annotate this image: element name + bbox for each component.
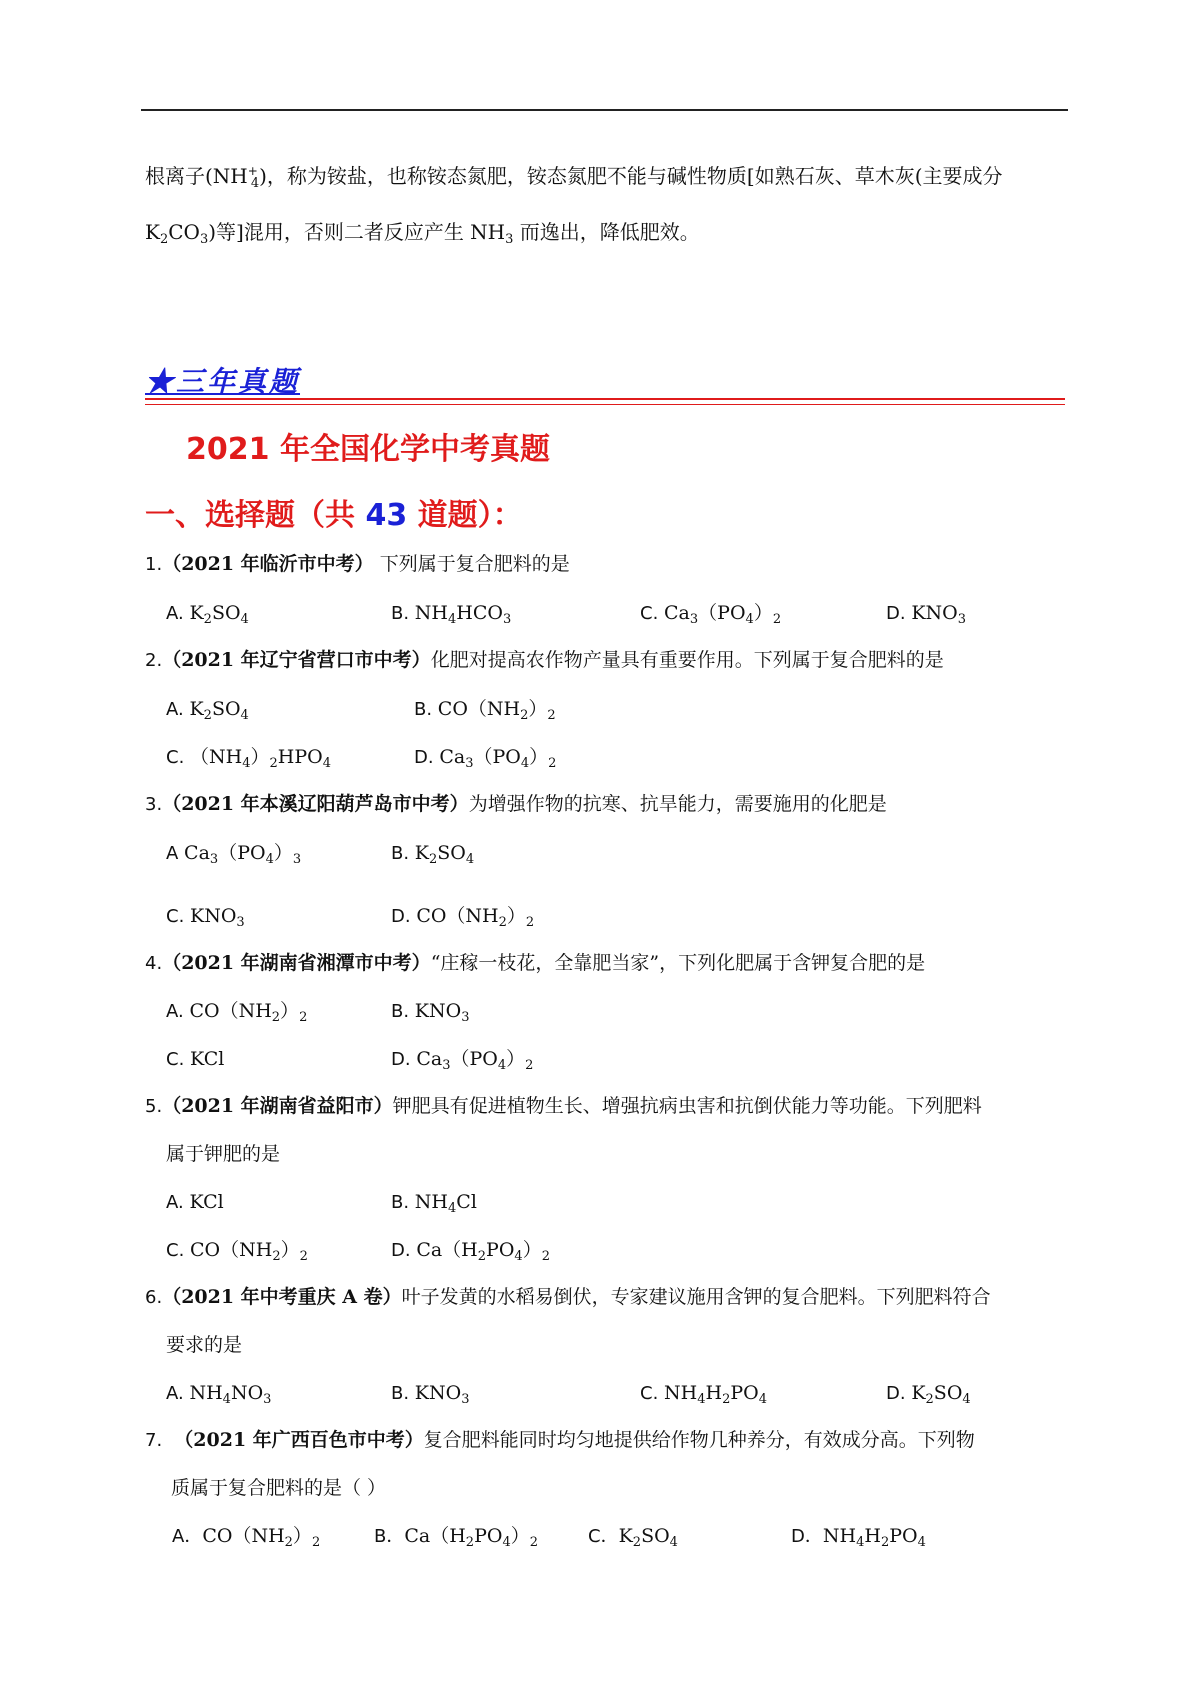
option-2a[interactable]: A. $K_2SO_4$ <box>166 698 249 723</box>
question-count: 43 <box>365 498 408 533</box>
question-6: 6.（2021 年中考重庆 A 卷）叶子发黄的水稻易倒伏，专家建议施用含钾的复合肥料。下列肥料符合 <box>145 1286 991 1308</box>
question-1: 1.（2021 年临沂市中考） 下列属于复合肥料的是 <box>145 553 570 575</box>
option-5a[interactable]: A. KCl <box>166 1191 224 1213</box>
option-4b[interactable]: B. $KNO_3$ <box>391 1000 470 1025</box>
question-6-cont: 要求的是 <box>166 1334 243 1356</box>
question-2: 2.（2021 年辽宁省营口市中考）化肥对提高农作物产量具有重要作用。下列属于复合肥料的是 <box>145 649 944 671</box>
question-5-cont: 属于钾肥的是 <box>166 1143 281 1165</box>
option-3d[interactable]: D. $CO(NH_2)_2$ <box>391 905 535 930</box>
option-5b[interactable]: B. $NH_4Cl$ <box>391 1191 477 1216</box>
intro-line-2: $K_2CO_3$)等]混用，否则二者反应产生 $NH_3$ 而逸出，降低肥效。 <box>145 220 700 247</box>
option-3c[interactable]: C. $KNO_3$ <box>166 905 245 930</box>
question-5: 5.（2021 年湖南省益阳市）钾肥具有促进植物生长、增强抗病虫害和抗倒伏能力等功能。下列肥料 <box>145 1095 982 1117</box>
option-3b[interactable]: B. $K_2SO_4$ <box>391 842 475 867</box>
option-7d[interactable]: D．$NH_4H_2PO_4$ <box>791 1525 926 1550</box>
option-6c[interactable]: C. $NH_4H_2PO_4$ <box>640 1382 768 1407</box>
option-2b[interactable]: B. $CO(NH_2)_2$ <box>414 698 556 723</box>
question-7-cont: 质属于复合肥料的是（ ） <box>171 1477 387 1499</box>
option-1c[interactable]: C. $Ca_3(PO_4)_2$ <box>640 602 782 627</box>
question-3: 3.（2021 年本溪辽阳葫芦岛市中考）为增强作物的抗寒、抗旱能力，需要施用的化肥是 <box>145 793 887 815</box>
option-2d[interactable]: D. $Ca_3(PO_4)_2$ <box>414 746 557 771</box>
question-7: 7. （2021 年广西百色市中考）复合肥料能同时均匀地提供给作物几种养分，有效成分高。下列物 <box>145 1429 975 1451</box>
option-4a[interactable]: A. $CO(NH_2)_2$ <box>166 1000 308 1025</box>
option-7c[interactable]: C．$K_2SO_4$ <box>588 1525 678 1550</box>
option-2c[interactable]: C. $(NH_4)_2HPO_4$ <box>166 746 332 771</box>
paper-title: 2021 年全国化学中考真题 <box>186 432 550 467</box>
option-5d[interactable]: D. $Ca(H_2PO_4)_2$ <box>391 1239 550 1264</box>
option-3a[interactable]: A $Ca_3(PO_4)_3$ <box>166 842 302 867</box>
option-6d[interactable]: D. $K_2SO_4$ <box>886 1382 971 1407</box>
option-6b[interactable]: B. $KNO_3$ <box>391 1382 470 1407</box>
section-heading: ★三年真题 <box>145 365 301 398</box>
option-1b[interactable]: B. $NH_4HCO_3$ <box>391 602 512 627</box>
part-heading: 一、选择题（共 43 道题）： <box>145 498 523 533</box>
header-rule <box>141 109 1068 111</box>
option-4d[interactable]: D. $Ca_3(PO_4)_2$ <box>391 1048 534 1073</box>
option-7a[interactable]: A．$CO(NH_2)_2$ <box>172 1525 321 1550</box>
option-1a[interactable]: A. $K_2SO_4$ <box>166 602 249 627</box>
section-rule <box>145 398 1065 400</box>
section-rule-thin <box>145 404 1065 405</box>
option-7b[interactable]: B．$Ca(H_2PO_4)_2$ <box>374 1525 539 1550</box>
option-4c[interactable]: C. KCl <box>166 1048 225 1070</box>
question-4: 4.（2021 年湖南省湘潭市中考）“庄稼一枝花，全靠肥当家”，下列化肥属于含钾复合肥的是 <box>145 952 926 974</box>
option-1d[interactable]: D. $KNO_3$ <box>886 602 966 627</box>
intro-line-1: 根离子$(NH^+_4)$，称为铵盐，也称铵态氮肥，铵态氮肥不能与碱性物质[如熟石灰、草木灰(主要成分 <box>145 164 1003 191</box>
option-6a[interactable]: A. $NH_4NO_3$ <box>166 1382 272 1407</box>
option-5c[interactable]: C. $CO(NH_2)_2$ <box>166 1239 308 1264</box>
